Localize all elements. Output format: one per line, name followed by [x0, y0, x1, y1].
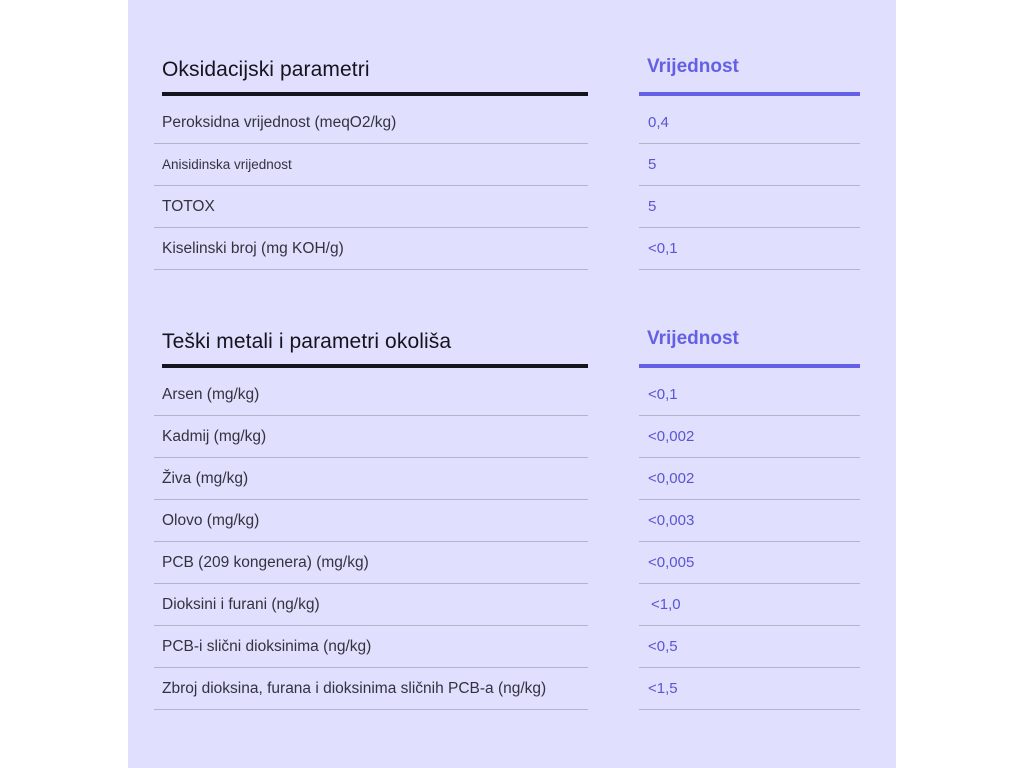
parameter-label: Arsen (mg/kg) — [162, 385, 260, 403]
metals-title-header — [162, 328, 588, 368]
metals-value-list — [639, 374, 860, 710]
parameter-label: Kiselinski broj (mg KOH/g) — [162, 239, 344, 257]
table-row — [639, 374, 860, 416]
oxidation-title: Oksidacijski parametri — [162, 58, 370, 81]
parameter-value: <0,002 — [648, 470, 695, 487]
metals-parameter-list — [154, 374, 588, 710]
parameter-value: <0,1 — [648, 240, 678, 257]
table-row — [154, 416, 588, 458]
parameter-label: Živa (mg/kg) — [162, 469, 249, 487]
parameter-label: Zbroj dioksina, furana i dioksinima sličnih PCB-a (ng/kg) — [162, 679, 547, 697]
table-row — [639, 584, 860, 626]
parameter-label: Peroksidna vrijednost (meqO2/kg) — [162, 113, 397, 131]
table-row — [154, 102, 588, 144]
parameter-label: Anisidinska vrijednost — [162, 156, 292, 172]
table-row — [154, 584, 588, 626]
parameter-label: PCB-i slični dioksinima (ng/kg) — [162, 637, 372, 655]
table-row — [639, 626, 860, 668]
parameter-value: 0,4 — [648, 114, 669, 131]
table-row — [639, 458, 860, 500]
table-row — [154, 500, 588, 542]
table-row — [639, 186, 860, 228]
parameter-label: Dioksini i furani (ng/kg) — [162, 595, 320, 613]
parameter-label: Olovo (mg/kg) — [162, 511, 260, 529]
metals-title: Teški metali i parametri okoliša — [162, 330, 452, 353]
table-row — [154, 144, 588, 186]
table-row — [154, 458, 588, 500]
parameter-label: Kadmij (mg/kg) — [162, 427, 267, 445]
parameter-value: <1,0 — [651, 596, 681, 613]
table-row — [154, 668, 588, 710]
oxidation-value-header-label: Vrijednost — [647, 56, 739, 77]
table-row — [154, 186, 588, 228]
table-row — [639, 228, 860, 270]
content-panel — [128, 0, 896, 768]
parameter-value: <0,5 — [648, 638, 678, 655]
parameter-value: 5 — [648, 198, 657, 215]
parameter-value: 5 — [648, 156, 657, 173]
table-row — [639, 500, 860, 542]
parameter-value: <1,5 — [648, 680, 678, 697]
parameter-label: PCB (209 kongenera) (mg/kg) — [162, 553, 369, 571]
table-row — [639, 416, 860, 458]
table-row — [154, 374, 588, 416]
metals-value-header — [639, 328, 860, 368]
parameter-value: <0,002 — [648, 428, 695, 445]
parameter-value: <0,003 — [648, 512, 695, 529]
oxidation-value-header — [639, 56, 860, 96]
table-row — [639, 542, 860, 584]
parameter-value: <0,005 — [648, 554, 695, 571]
parameter-label: TOTOX — [162, 197, 215, 215]
table-row — [154, 542, 588, 584]
metals-value-header-label: Vrijednost — [647, 328, 739, 349]
table-row — [154, 626, 588, 668]
table-row — [639, 144, 860, 186]
parameter-value: <0,1 — [648, 386, 678, 403]
oxidation-value-list — [639, 102, 860, 270]
table-row — [639, 668, 860, 710]
oxidation-title-header — [162, 56, 588, 96]
oxidation-parameter-list — [154, 102, 588, 270]
table-row — [154, 228, 588, 270]
table-row — [639, 102, 860, 144]
